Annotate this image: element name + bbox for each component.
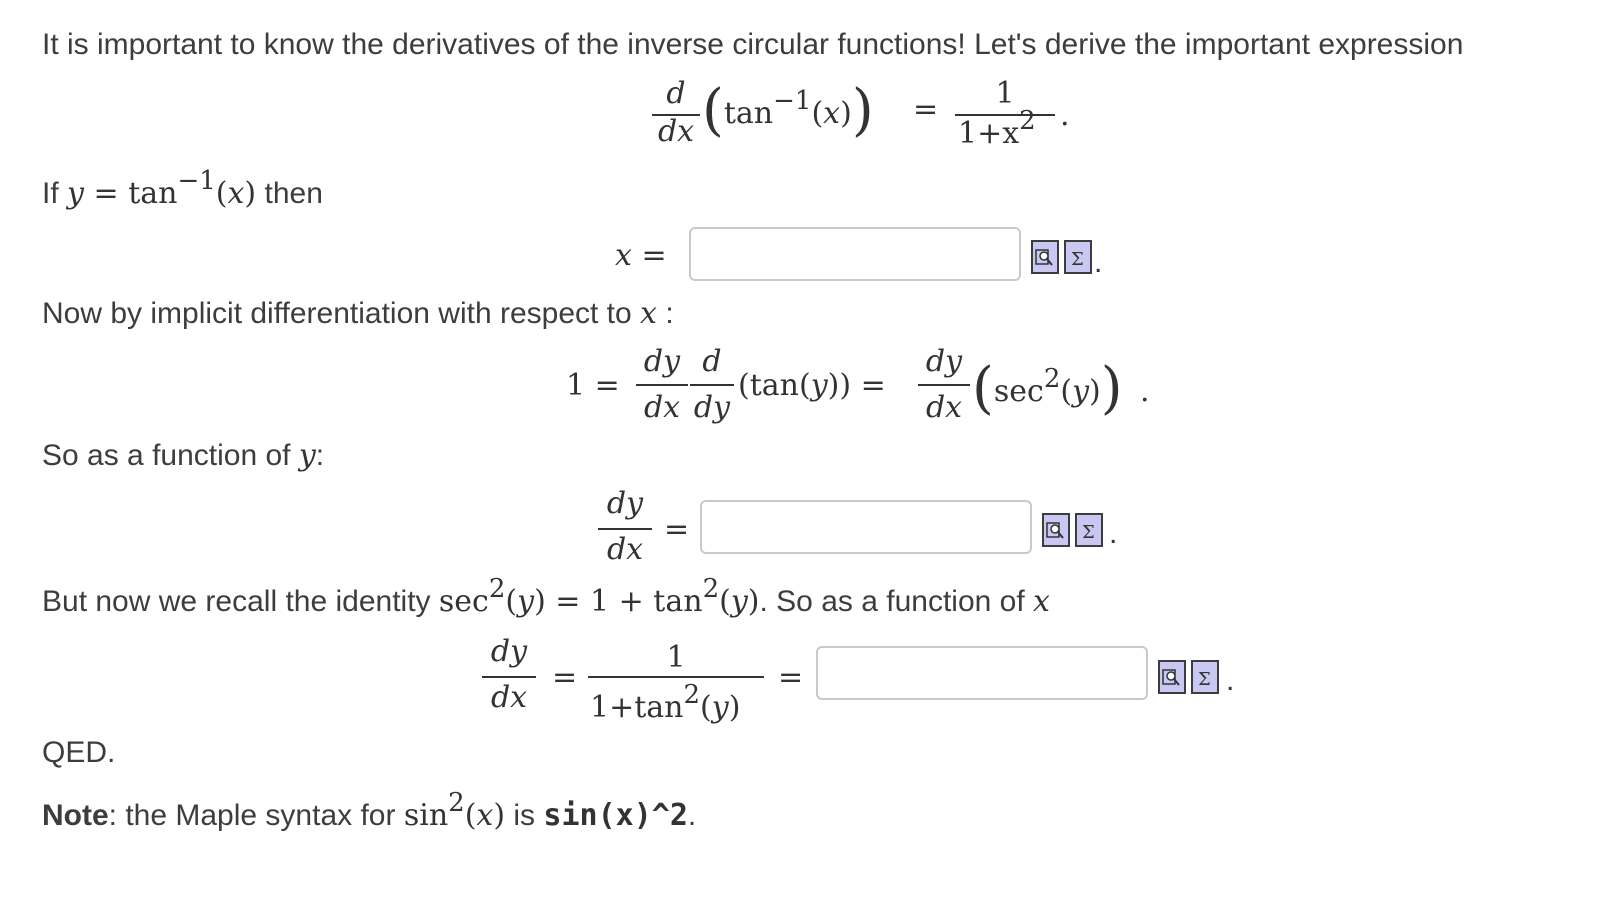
preview-icon[interactable] bbox=[1031, 240, 1059, 274]
equation-editor-icon[interactable] bbox=[1064, 240, 1092, 274]
inverse-exponent: −1 bbox=[773, 86, 812, 116]
dydx-x-answer-input[interactable] bbox=[816, 646, 1148, 700]
preview-icon[interactable] bbox=[1158, 660, 1186, 694]
x-answer-input[interactable] bbox=[689, 227, 1021, 281]
equals-sign: = bbox=[913, 92, 939, 127]
fraction-bar bbox=[636, 384, 688, 386]
note-line: Note: the Maple syntax for sin2(x) is sin(x)^2. bbox=[42, 788, 697, 833]
fraction-bar bbox=[598, 528, 652, 530]
frac-dx: dx bbox=[657, 114, 695, 149]
svg-text:Σ: Σ bbox=[1198, 669, 1211, 689]
tan-inverse-expr: (tan−1(x)) bbox=[702, 78, 874, 143]
qed-text: QED. bbox=[42, 736, 116, 769]
implicit-line: Now by implicit differentiation with respect to x : bbox=[42, 296, 674, 331]
maple-code: sin(x)^2 bbox=[543, 798, 688, 833]
fraction-bar bbox=[588, 676, 764, 678]
note-label: Note bbox=[42, 799, 109, 832]
fraction-bar bbox=[690, 384, 734, 386]
equation-editor-icon[interactable] bbox=[1075, 513, 1103, 547]
fraction-bar bbox=[482, 676, 536, 678]
x-equals-label: x = bbox=[615, 238, 667, 273]
frac-d: d bbox=[666, 76, 686, 111]
numerator-one: 1 bbox=[995, 76, 1015, 111]
preview-icon[interactable] bbox=[1042, 513, 1070, 547]
svg-text:Σ: Σ bbox=[1071, 249, 1084, 269]
svg-text:Σ: Σ bbox=[1082, 522, 1095, 542]
period: . bbox=[1060, 98, 1070, 133]
period: . bbox=[1094, 246, 1103, 279]
var-x: x bbox=[823, 96, 841, 131]
tan-func: tan bbox=[723, 96, 774, 131]
equation-editor-icon[interactable] bbox=[1191, 660, 1219, 694]
fraction-bar bbox=[918, 384, 970, 386]
dydx-y-answer-input[interactable] bbox=[700, 500, 1032, 554]
identity-line: But now we recall the identity sec2(y) = 1 + tan2(y). So as a function of x bbox=[42, 574, 1050, 619]
if-line: If y = tan−1(x) then bbox=[42, 166, 323, 211]
denominator-1-plus-x2: 1+x2 bbox=[958, 106, 1036, 151]
func-of-y-line: So as a function of y: bbox=[42, 438, 325, 473]
intro-text: It is important to know the derivatives of the inverse circular functions! Let's derive the important expression bbox=[42, 28, 1464, 61]
